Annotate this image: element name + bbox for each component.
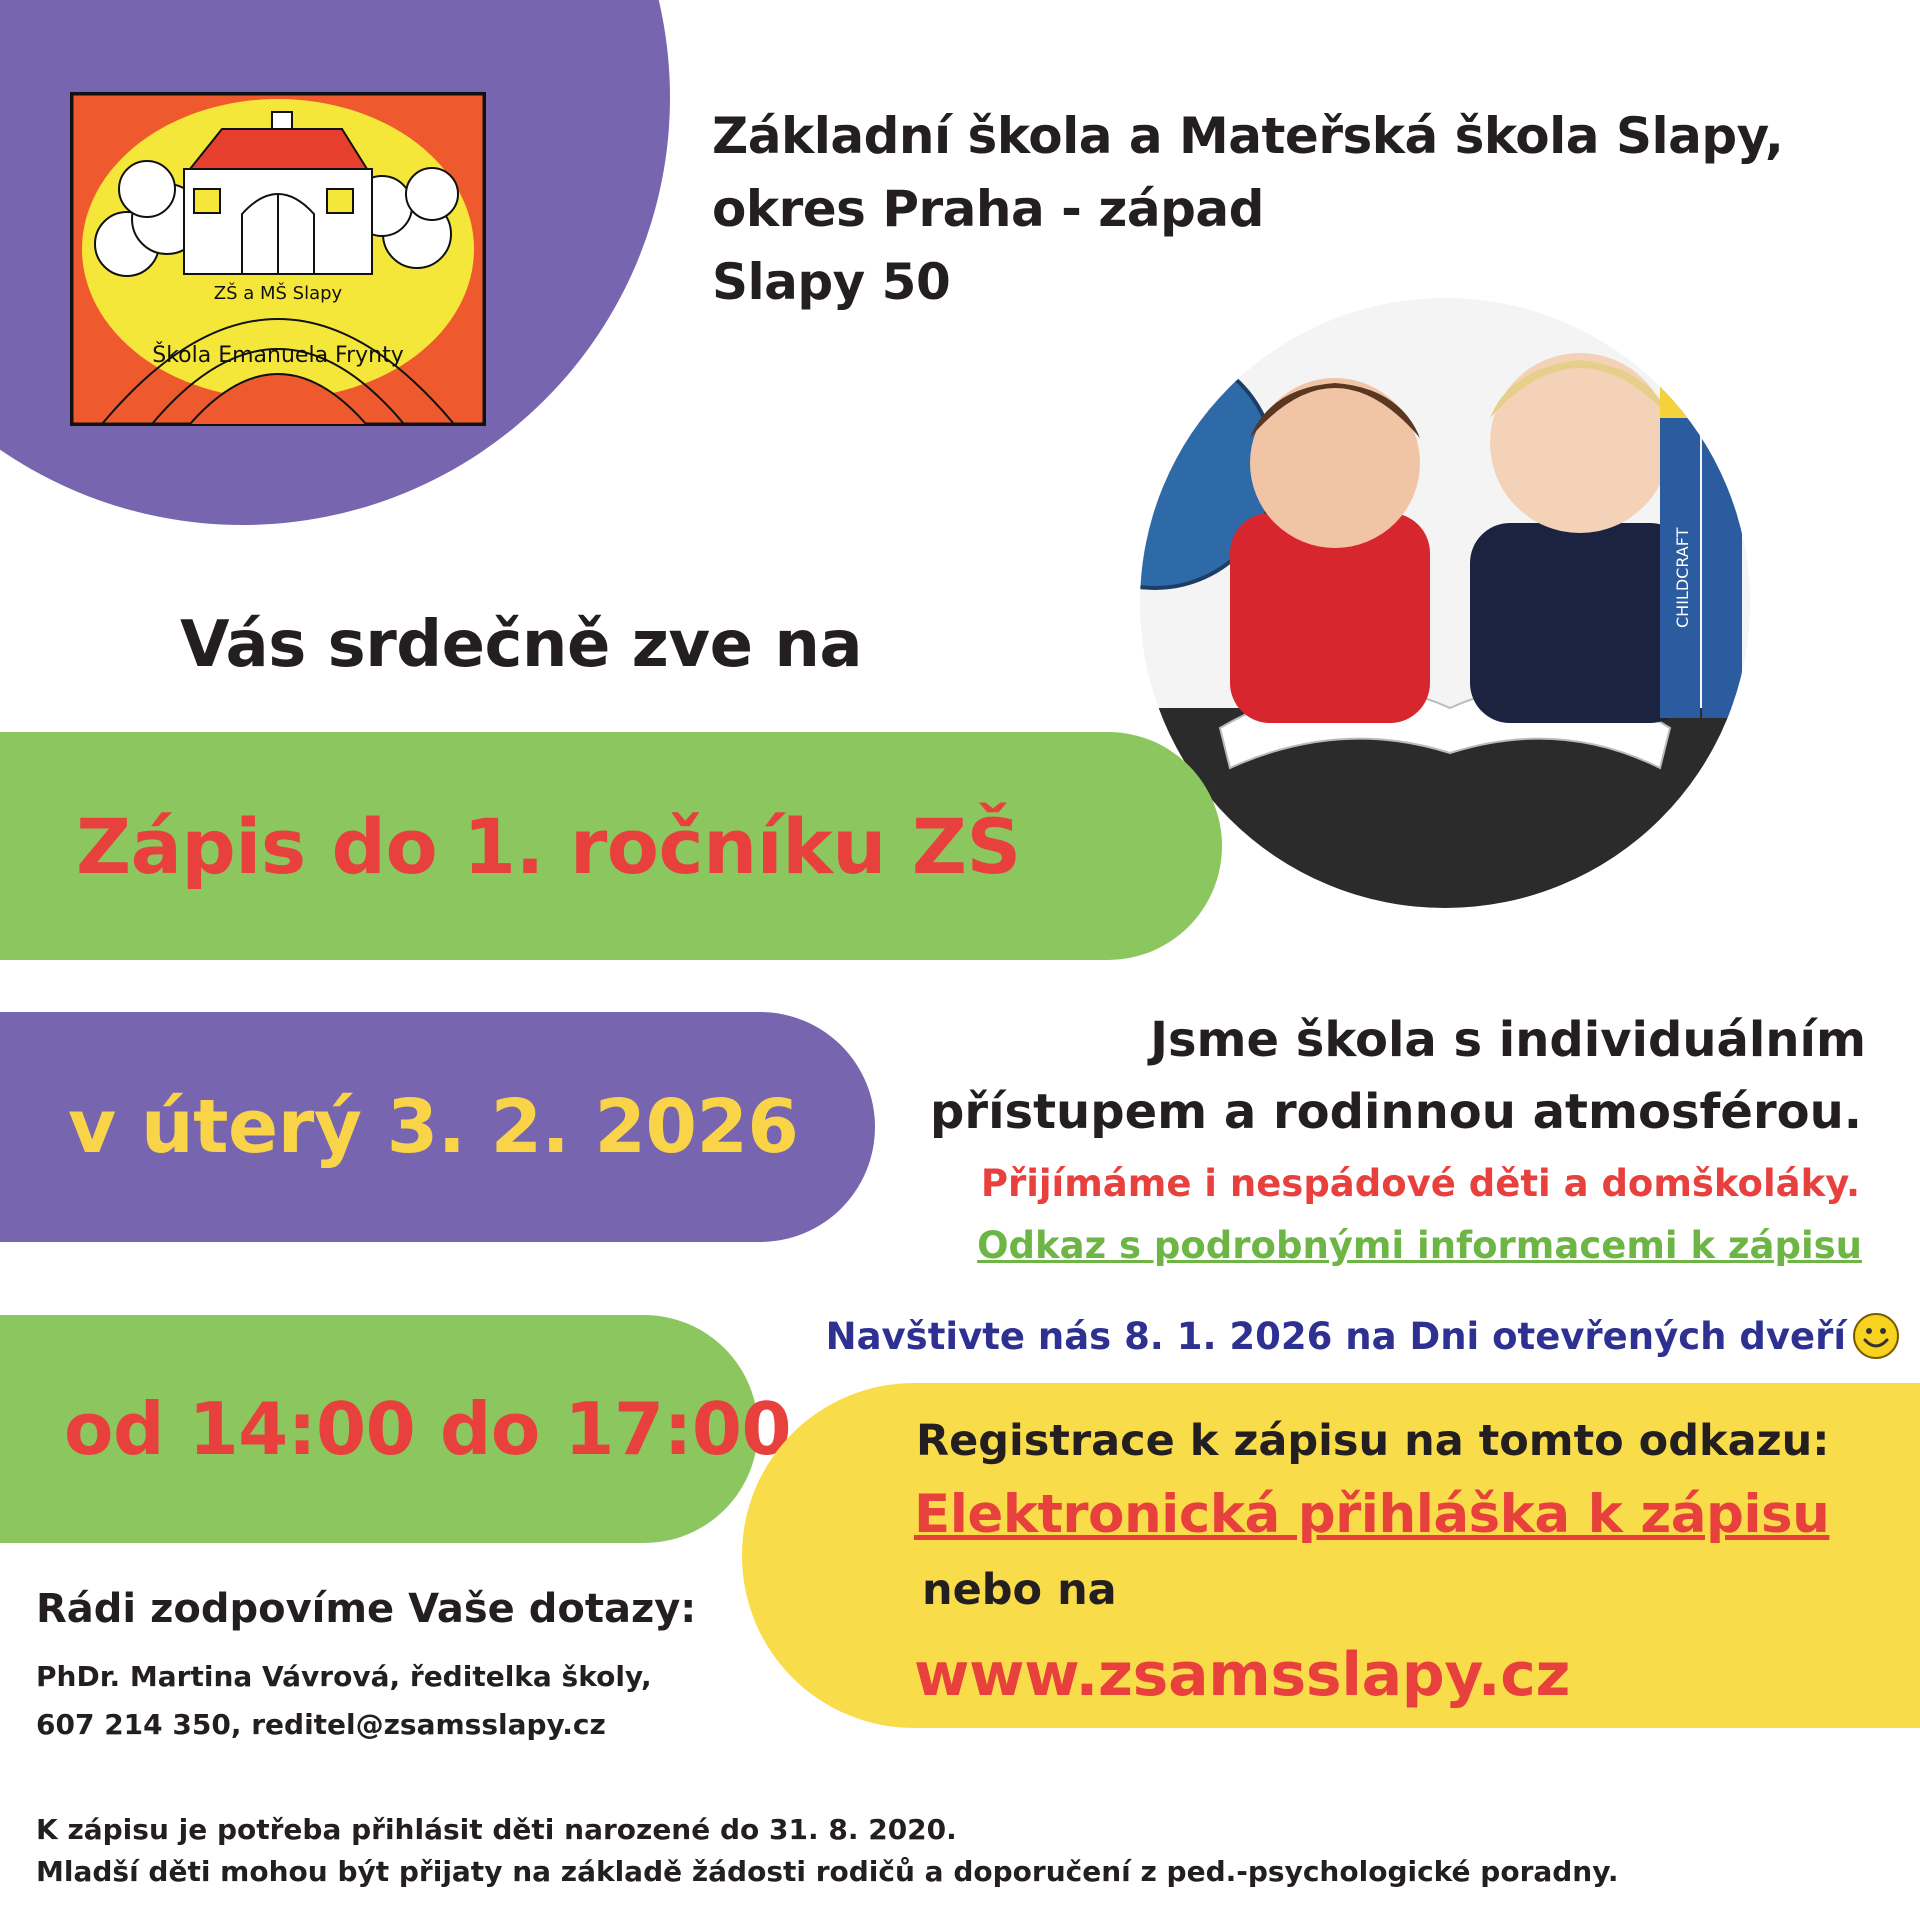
acceptance-note: Přijímáme i nespádové děti a domškoláky.	[980, 1162, 1860, 1205]
info-link[interactable]: Odkaz s podrobnými informacemi k zápisu	[977, 1224, 1862, 1267]
registration-link[interactable]: Elektronická přihláška k zápisu	[914, 1484, 1830, 1545]
school-address: Slapy 50	[712, 253, 951, 311]
children-photo	[1140, 298, 1750, 908]
website-link[interactable]: www.zsamsslapy.cz	[914, 1640, 1571, 1710]
tagline-line-2: přístupem a rodinnou atmosférou.	[930, 1084, 1862, 1140]
open-day-row	[826, 1312, 1900, 1360]
footer-note-1: K zápisu je potřeba přihlásit děti narozené do 31. 8. 2020.	[36, 1813, 957, 1846]
registration-or: nebo na	[922, 1565, 1117, 1615]
logo-top-text: ZŠ a MŠ Slapy	[213, 283, 343, 304]
footer-note-2: Mladší děti mohou být přijaty na základě žádosti rodičů a doporučení z ped.-psychologické poradny.	[36, 1855, 1619, 1888]
title-banner	[0, 732, 1222, 960]
contact-person: PhDr. Martina Vávrová, ředitelka školy,	[36, 1660, 652, 1693]
main-title: Zápis do 1. ročníku ZŠ	[76, 801, 1021, 891]
school-header	[712, 100, 1783, 319]
event-time: od 14:00 do 17:00	[64, 1387, 792, 1471]
contact-details: 607 214 350, reditel@zsamsslapy.cz	[36, 1708, 606, 1741]
event-date: v úterý 3. 2. 2026	[68, 1084, 799, 1170]
school-logo	[70, 92, 486, 426]
time-banner	[0, 1315, 792, 1543]
school-name: Základní škola a Mateřská škola Slapy,	[712, 107, 1784, 165]
tagline-line-1: Jsme škola s individuálním	[1150, 1012, 1866, 1068]
open-day-text: Navštivte nás 8. 1. 2026 na Dni otevřených dveří	[825, 1314, 1846, 1358]
date-banner	[0, 1012, 875, 1242]
contact-heading: Rádi zodpovíme Vaše dotazy:	[36, 1586, 697, 1632]
smiley-icon	[1852, 1312, 1900, 1360]
invite-text: Vás srdečně zve na	[180, 608, 863, 682]
registration-label: Registrace k zápisu na tomto odkazu:	[916, 1416, 1830, 1466]
book-spine-text: CHILDCRAFT	[1673, 527, 1692, 628]
logo-arc-text: Škola Emanuela Frynty	[152, 343, 404, 368]
school-district: okres Praha - západ	[712, 180, 1264, 238]
